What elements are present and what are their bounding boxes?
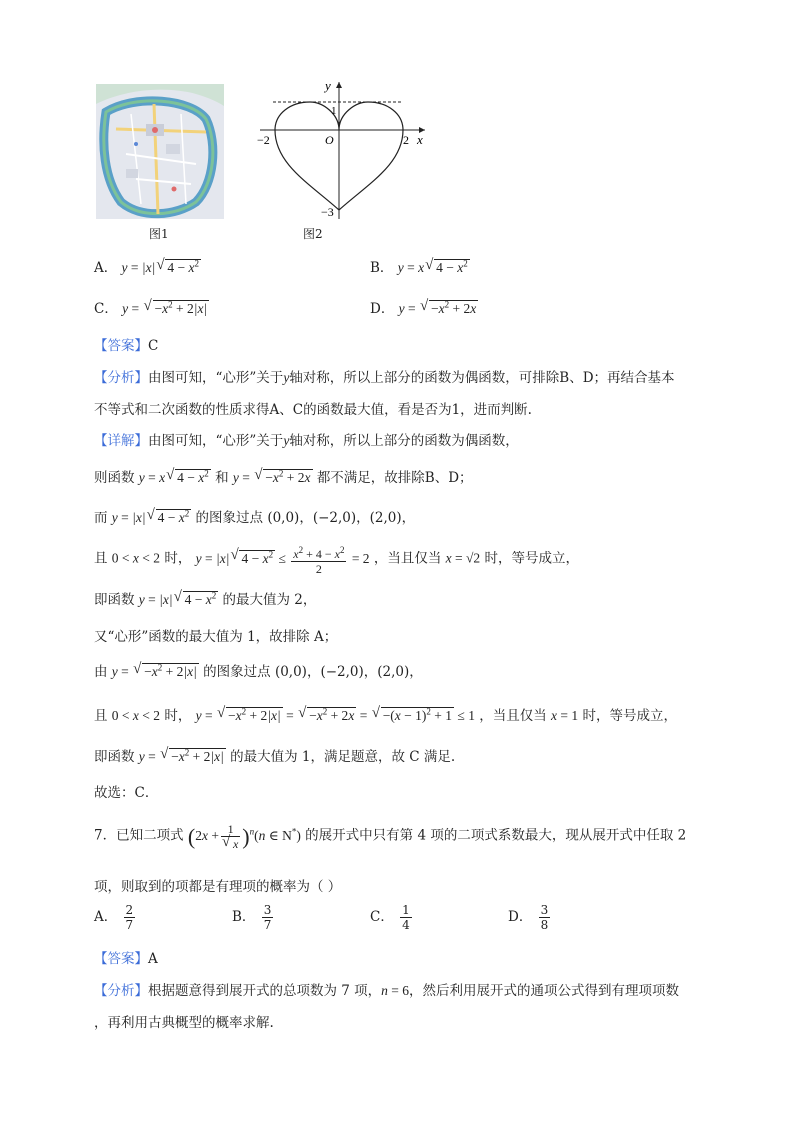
q6-option-a — [94, 256, 201, 276]
formula: y = |x|√ $4 - x^2$ — [112, 510, 191, 525]
q6-analysis-line-2: 不等式和二次函数的性质求得A、C的函数最大值，看是否为1，进而判断. — [94, 402, 532, 418]
figure-1-map-image — [96, 84, 224, 219]
x-axis-label: x — [417, 132, 423, 147]
points: (0,0)，(−2,0)，(2,0)， — [267, 510, 416, 526]
answer-tag: 【答案】 — [94, 951, 148, 967]
answer-value: C — [148, 338, 159, 354]
q7-stem-line-2: 项，则取到的项都是有理项的概率为（ ） — [94, 879, 342, 895]
option-d-label: D． — [370, 301, 395, 317]
q7-option-a — [94, 903, 137, 932]
figure-1-caption: 图1 — [149, 227, 169, 241]
formula: y = √ $-x^2 + 2x$ — [233, 470, 313, 485]
condition: x = √2 — [445, 550, 481, 566]
detail-text: 的最大值为 2， — [222, 592, 317, 608]
option-a-formula: y = |x|√ $4 - x^2$ — [122, 260, 201, 275]
detail-text: ，当且仅当 — [479, 708, 547, 724]
detail-text: 轴对称，所以上部分的函数为偶函数， — [289, 433, 519, 449]
answer-tag: 【答案】 — [94, 338, 148, 354]
detail-text: 时， — [164, 708, 192, 724]
option-b-fraction — [262, 903, 274, 932]
label-neg-two: −2 — [257, 133, 270, 147]
detail-text: 即函数 — [94, 592, 135, 608]
option-b-label: B． — [370, 260, 394, 276]
q6-detail-line-4 — [94, 543, 579, 576]
analysis-text: 轴对称，所以上部分的函数为偶函数，可排除B、D；再结合基本 — [289, 370, 675, 386]
option-b-formula: y = x√ $4 - x^2$ — [398, 260, 470, 275]
q6-answer-line — [94, 334, 158, 354]
option-c-label: C． — [370, 909, 394, 925]
y-axis-label: y — [325, 78, 331, 93]
detail-text: 由图可知，“心形”关于 — [148, 433, 284, 449]
q6-option-c — [94, 297, 209, 317]
analysis-text: 由图可知，“心形”关于 — [148, 370, 284, 386]
option-b-label: B． — [232, 909, 256, 925]
condition: x = 1 — [551, 708, 579, 723]
y-symbol: y — [283, 370, 290, 385]
detail-text: ，当且仅当 — [373, 550, 442, 567]
option-a-fraction — [124, 903, 136, 932]
q6-option-b — [370, 256, 470, 276]
q7-option-d — [508, 903, 552, 932]
q6-conclusion: 故选：C． — [94, 785, 159, 801]
option-d-fraction — [539, 903, 551, 932]
inequality: 0 < x < 2 — [111, 550, 161, 566]
inequality: 0 < x < 2 — [111, 708, 161, 723]
detail-text: 的图象过点 — [195, 510, 264, 526]
analysis-text: ，然后利用展开式的通项公式得到有理项项数 — [409, 983, 680, 999]
analysis-tag: 【分析】 — [94, 983, 148, 999]
detail-text: 则函数 — [94, 470, 135, 486]
option-a-label: A． — [94, 260, 118, 276]
q7-analysis-line-2: ，再利用古典概型的概率求解. — [94, 1015, 274, 1031]
figure-2-caption: 图2 — [303, 227, 323, 241]
option-c-label: C． — [94, 301, 118, 317]
points: (0,0)，(−2,0)，(2,0)， — [274, 664, 423, 680]
formula: y = |x|√ $4 - x^2$ — [139, 592, 218, 607]
detail-text: 而 — [94, 510, 108, 526]
label-origin: O — [325, 133, 334, 147]
detail-text: 时， — [164, 550, 192, 567]
numerator: 3 — [263, 903, 272, 917]
analysis-text: 根据题意得到展开式的总项数为 7 项， — [148, 983, 382, 999]
q6-detail-line-2 — [94, 466, 473, 486]
detail-text: 时，等号成立， — [484, 550, 579, 567]
stem-text: 的展开式中只有第 4 项的二项式系数最大，现从展开式中任取 2 — [305, 827, 687, 844]
question-number: 7．已知二项式 — [94, 827, 184, 844]
analysis-tag: 【分析】 — [94, 370, 148, 386]
label-two: 2 — [403, 133, 409, 147]
q7-option-b — [232, 903, 275, 932]
detail-text: 即函数 — [94, 749, 135, 765]
numerator: 2 — [125, 903, 134, 917]
label-neg-three: −3 — [321, 205, 334, 219]
detail-text: 且 — [94, 550, 108, 567]
formula: y = √ $-x^2 + 2|x|$ — [139, 749, 226, 764]
option-d-formula: y = √ $-x^2 + 2x$ — [399, 301, 479, 316]
option-a-label: A． — [94, 909, 118, 925]
q6-detail-line-7 — [94, 660, 423, 680]
figure-2-heart-graph — [255, 74, 435, 224]
denominator: 7 — [263, 918, 272, 932]
q7-stem-line-1 — [94, 822, 686, 851]
numerator: 3 — [540, 903, 549, 917]
q6-detail-line-3 — [94, 506, 415, 526]
option-d-label: D． — [508, 909, 533, 925]
n-equals-six: n = 6 — [381, 983, 410, 998]
q6-detail-line-6: 又“心形”函数的最大值为 1，故排除 A； — [94, 629, 338, 645]
formula: y = x√ $4 - x^2$ — [139, 470, 211, 485]
detail-text: 时，等号成立， — [582, 708, 677, 724]
q6-option-d — [370, 297, 478, 317]
q6-detail-line-5 — [94, 588, 316, 608]
denominator: 7 — [125, 918, 134, 932]
answer-value: A — [148, 951, 158, 967]
detail-text: 由 — [94, 664, 108, 680]
binomial-expression: (2x + 1 √ x )$^n$(n ∈ N*) — [188, 828, 301, 843]
option-c-fraction — [400, 903, 412, 932]
y-symbol: y — [283, 433, 290, 448]
detail-text: 的最大值为 1，满足题意，故 C 满足. — [230, 749, 456, 765]
denominator: 8 — [540, 918, 549, 932]
q6-detail-line-8 — [94, 704, 677, 724]
q7-option-c — [370, 903, 414, 932]
formula: y = √ $-x^2 + 2|x|$ = √ $-x^2 + 2x$ = √ $-(x - 1)^2 + 1 \le 1$ — [196, 708, 475, 723]
denominator: 4 — [402, 918, 410, 932]
detail-text: 的图象过点 — [203, 664, 271, 680]
detail-text: 且 — [94, 708, 108, 724]
detail-tag: 【详解】 — [94, 433, 148, 449]
q6-detail-line-9 — [94, 745, 455, 765]
q7-answer-line — [94, 947, 158, 967]
q6-analysis-line-1 — [94, 366, 675, 386]
numerator: 1 — [402, 903, 410, 917]
map-graphic — [96, 84, 224, 219]
formula: y = |x|√ $4 - x^2$ ≤ $\frac{x^2 + 4 - x^2}{2}$ = 2 — [196, 551, 370, 566]
option-c-formula: y = √ $-x^2 + 2|x|$ — [122, 301, 209, 316]
formula: y = √ $-x^2 + 2|x|$ — [112, 664, 199, 679]
q7-analysis-line-1 — [94, 979, 679, 999]
q6-detail-line-1 — [94, 429, 519, 449]
detail-text: 都不满足，故排除B、D； — [316, 470, 473, 486]
detail-text: 和 — [215, 470, 229, 486]
label-one: 1 — [331, 105, 337, 117]
